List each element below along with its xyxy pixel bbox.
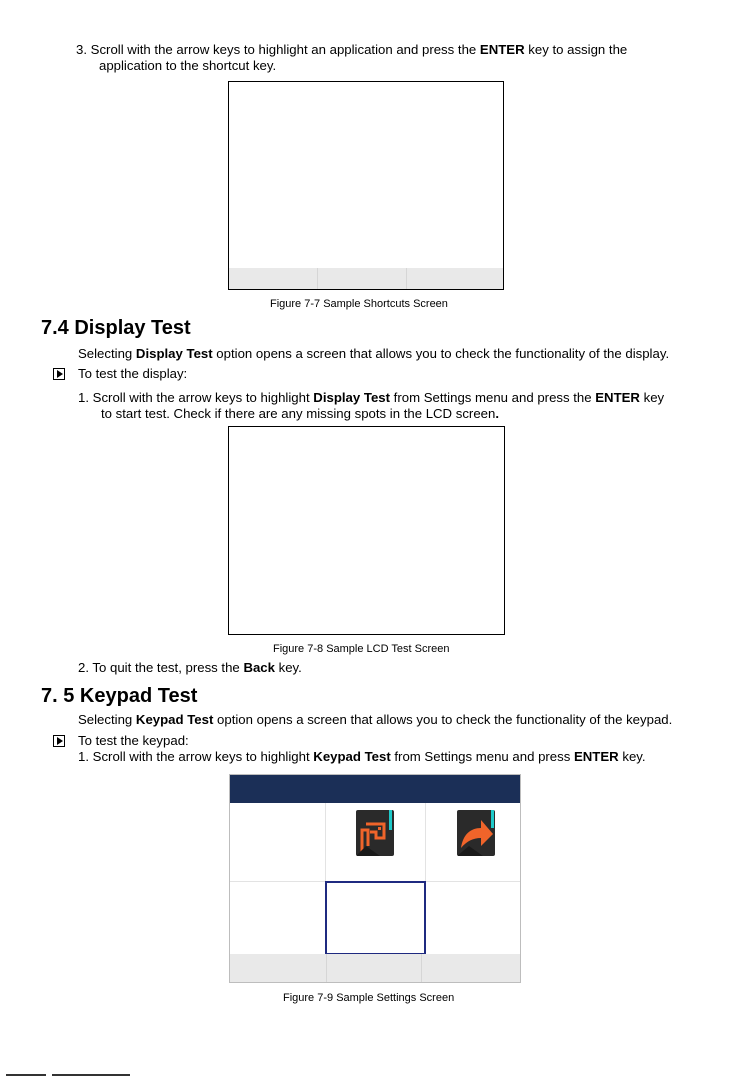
page-edge-artifact [52,1074,130,1076]
settings-tile[interactable] [426,803,521,882]
section-7-5-step1: 1. Scroll with the arrow keys to highlight Keypad Test from Settings menu and press ENTER key. [78,749,646,764]
section-7-4-step2: 2. To quit the test, press the Back key. [78,660,302,675]
settings-tile[interactable] [230,882,326,955]
step3-line1: 3. Scroll with the arrow keys to highlight an application and press the ENTER key to assign the [76,42,628,57]
screen-bottom-bar [229,268,503,289]
bottom-bar-segment [230,954,326,982]
page-edge-artifact [6,1074,46,1076]
shortcuts-screen-figure [228,81,504,290]
section-7-5-howto: To test the keypad: [78,733,189,748]
section-7-4-title: 7.4 Display Test [41,317,191,339]
figure-7-8-caption: Figure 7-8 Sample LCD Test Screen [273,643,450,655]
bottom-bar-segment [229,268,317,289]
section-7-4-step1-line1: 1. Scroll with the arrow keys to highlight Display Test from Settings menu and press the ENTER key [78,390,665,405]
app-shortcut-icon [356,810,394,856]
bottom-bar-segment [317,268,407,289]
settings-screen-figure [229,774,521,983]
settings-tile-highlighted[interactable] [325,881,426,955]
settings-tile[interactable] [326,803,426,882]
bottom-bar-segment [421,954,520,982]
screen-bottom-bar [230,954,520,982]
play-bullet-icon [53,368,65,380]
figure-7-9-caption: Figure 7-9 Sample Settings Screen [283,992,455,1004]
settings-tile[interactable] [426,882,521,955]
settings-header-bar [230,775,520,803]
bottom-bar-segment [326,954,422,982]
lcd-test-screen-figure [228,426,505,635]
section-7-4-intro: Selecting Display Test option opens a screen that allows you to check the functionality of the display. [78,346,670,361]
section-7-4-howto: To test the display: [78,366,188,381]
share-arrow-icon [457,810,495,856]
settings-tile[interactable] [230,803,326,882]
bottom-bar-segment [406,268,503,289]
section-7-5-intro: Selecting Keypad Test option opens a screen that allows you to check the functionality of the keypad. [78,712,673,727]
section-7-5-title: 7. 5 Keypad Test [41,685,198,707]
section-7-4-step1-line2: to start test. Check if there are any missing spots in the LCD screen. [101,406,500,421]
step3-line2: application to the shortcut key. [99,58,277,73]
figure-7-7-caption: Figure 7-7 Sample Shortcuts Screen [270,298,448,310]
play-bullet-icon [53,735,65,747]
